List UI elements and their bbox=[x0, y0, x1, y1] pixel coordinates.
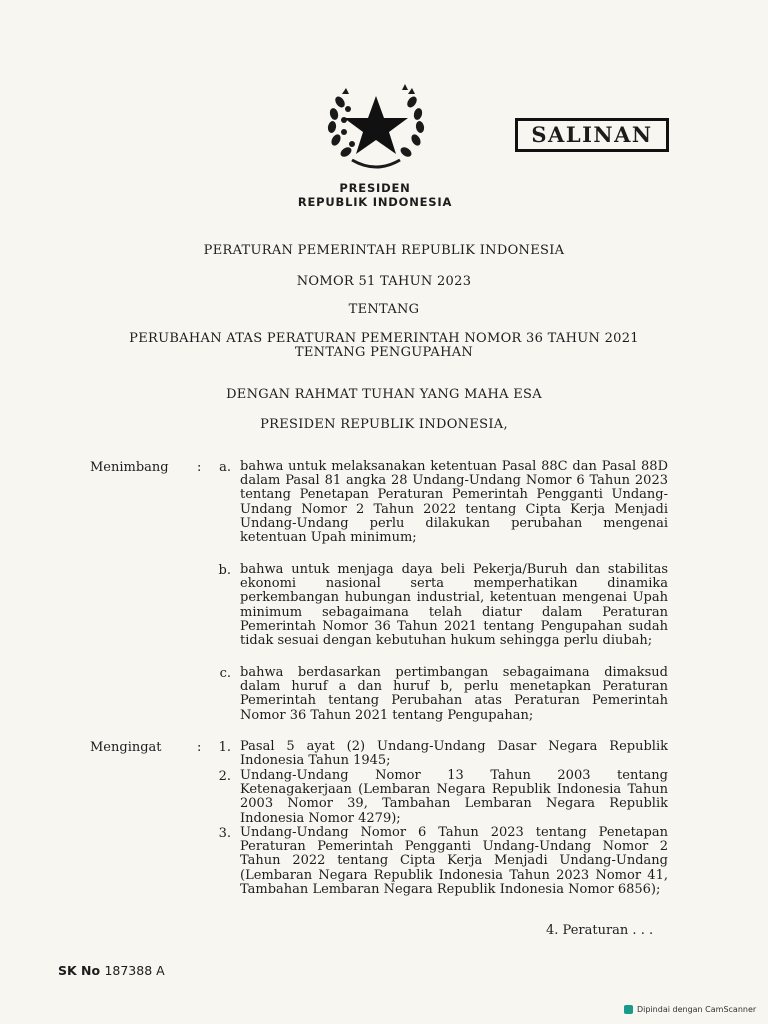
menimbang-item-b: bahwa untuk menjaga daya beli Pekerja/Buruh dan stabilitas ekonomi nasional serta memperhatikan dinamika perkembangan hubungan industrial, ketentuan mengenai Upah minimum sebagaimana telah diatur dalam Peraturan Pemerintah Nomor 36 Tahun 2021 tentang Pengupahan sudah tidak sesuai dengan kebutuhan hukum sehingga perlu diubah; bbox=[240, 562, 668, 649]
sk-number bbox=[58, 963, 165, 978]
menimbang-label: Menimbang bbox=[90, 460, 169, 475]
menimbang-item-a: bahwa untuk melaksanakan ketentuan Pasal 88C dan Pasal 88D dalam Pasal 81 angka 28 Undang-Undang Nomor 6 Tahun 2023 tentang Penetapan Peraturan Pemerintah Pengganti Undang-Undang Nomor 2 Tahun 2022 tentang Cipta Kerja Menjadi Undang-Undang perlu dilakukan perubahan mengenai ketentuan Upah minimum; bbox=[240, 459, 668, 546]
scanner-note: Dipindai dengan CamScanner bbox=[637, 1005, 757, 1014]
regulation-title: PERATURAN PEMERINTAH REPUBLIK INDONESIA bbox=[203, 243, 565, 258]
menimbang-marker-a: a. bbox=[219, 460, 231, 475]
sk-value: 187388 A bbox=[104, 963, 165, 978]
menimbang-colon: : bbox=[197, 460, 202, 475]
salinan-stamp: SALINAN bbox=[515, 118, 669, 152]
next-page-catchword: 4. Peraturan . . . bbox=[546, 923, 654, 938]
president-heading: PRESIDEN REPUBLIK INDONESIA, bbox=[260, 417, 508, 432]
mengingat-item-1: Pasal 5 ayat (2) Undang-Undang Dasar Negara Republik Indonesia Tahun 1945; bbox=[240, 739, 668, 769]
scanner-watermark bbox=[624, 1005, 756, 1014]
presiden-label: PRESIDEN bbox=[339, 181, 411, 195]
mengingat-marker-3: 3. bbox=[218, 826, 231, 841]
menimbang-item-c: bahwa berdasarkan pertimbangan sebagaimana dimaksud dalam huruf a dan huruf b, perlu menetapkan Peraturan Pemerintah tentang Perubahan atas Peraturan Pemerintah Nomor 36 Tahun 2021 tentang Pengupahan; bbox=[240, 665, 668, 723]
tentang-label: TENTANG bbox=[348, 302, 420, 317]
mengingat-marker-1: 1. bbox=[218, 740, 231, 755]
regulation-number: NOMOR 51 TAHUN 2023 bbox=[296, 274, 472, 289]
regulation-subject-line1: PERUBAHAN ATAS PERATURAN PEMERINTAH NOMOR 36 TAHUN 2021 bbox=[129, 331, 639, 346]
menimbang-marker-c: c. bbox=[219, 666, 231, 681]
garuda-star-emblem-icon bbox=[322, 82, 430, 174]
menimbang-marker-b: b. bbox=[218, 563, 231, 578]
mengingat-colon: : bbox=[197, 740, 202, 755]
mengingat-item-3: Undang-Undang Nomor 6 Tahun 2023 tentang Penetapan Peraturan Pemerintah Pengganti Undang-Undang Nomor 2 Tahun 2022 tentang Cipta Kerja Menjadi Undang-Undang (Lembaran Negara Republik Indonesia Tahun 2023 Nomor 41, Tambahan Lembaran Negara Republik Indonesia Nomor 6856); bbox=[240, 825, 668, 897]
regulation-subject-line2: TENTANG PENGUPAHAN bbox=[294, 345, 474, 360]
invocation-line: DENGAN RAHMAT TUHAN YANG MAHA ESA bbox=[226, 387, 542, 402]
camscanner-logo-icon bbox=[624, 1005, 633, 1014]
mengingat-label: Mengingat bbox=[90, 740, 162, 755]
sk-label: SK No bbox=[58, 963, 101, 978]
republik-indonesia-label: REPUBLIK INDONESIA bbox=[297, 195, 453, 209]
mengingat-marker-2: 2. bbox=[218, 769, 231, 784]
mengingat-item-2: Undang-Undang Nomor 13 Tahun 2003 tentang Ketenagakerjaan (Lembaran Negara Republik Indonesia Tahun 2003 Nomor 39, Tambahan Lembaran Negara Republik Indonesia Nomor 4279); bbox=[240, 768, 668, 826]
